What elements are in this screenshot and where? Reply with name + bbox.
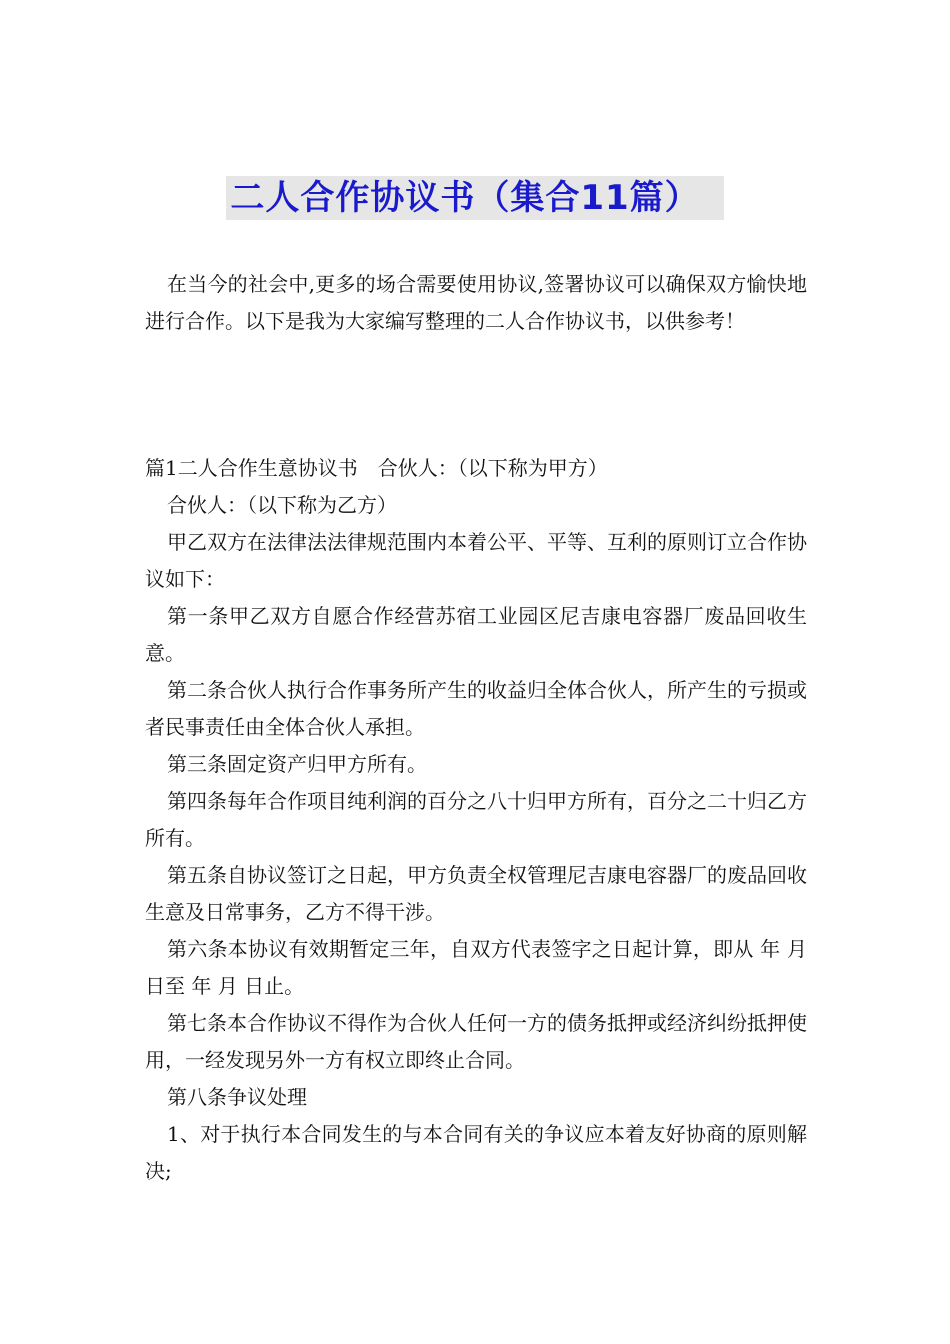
- document-title: 二人合作协议书（集合11篇）: [226, 176, 723, 220]
- section-heading: 篇1二人合作生意协议书 合伙人：（以下称为甲方）: [145, 456, 608, 480]
- intro-paragraph: 在当今的社会中,更多的场合需要使用协议,签署协议可以确保双方愉快地进行合作。以下是我为大家编写整理的二人合作协议书，以供参考！: [145, 272, 807, 333]
- agreement-paragraph: 1、对于执行本合同发生的与本合同有关的争议应本着友好协商的原则解决;: [145, 1122, 807, 1183]
- agreement-paragraph: 甲乙双方在法律法法律规范围内本着公平、平等、互利的原则订立合作协议如下：: [145, 530, 807, 591]
- agreement-paragraph: 第一条甲乙双方自愿合作经营苏宿工业园区尼吉康电容器厂废品回收生意。: [145, 604, 807, 665]
- agreement-body: [145, 450, 807, 1190]
- agreement-paragraph: 第七条本合作协议不得作为合伙人任何一方的债务抵押或经济纠纷抵押使用，一经发现另外一方有权立即终止合同。: [145, 1011, 807, 1072]
- agreement-paragraph: 第四条每年合作项目纯利润的百分之八十归甲方所有，百分之二十归乙方所有。: [145, 789, 807, 850]
- agreement-paragraph: 第二条合伙人执行合作事务所产生的收益归全体合伙人，所产生的亏损或者民事责任由全体合伙人承担。: [145, 678, 807, 739]
- agreement-paragraph: 第六条本协议有效期暂定三年，自双方代表签字之日起计算，即从 年 月 日至 年 月 日止。: [145, 937, 807, 998]
- agreement-paragraph: 第三条固定资产归甲方所有。: [167, 752, 427, 776]
- agreement-paragraph: 第八条争议处理: [167, 1085, 307, 1109]
- agreement-paragraph: 合伙人：（以下称为乙方）: [167, 493, 397, 517]
- intro-section: [145, 266, 807, 340]
- title-container: [0, 176, 950, 220]
- agreement-paragraph: 第五条自协议签订之日起，甲方负责全权管理尼吉康电容器厂的废品回收生意及日常事务，乙方不得干涉。: [145, 863, 807, 924]
